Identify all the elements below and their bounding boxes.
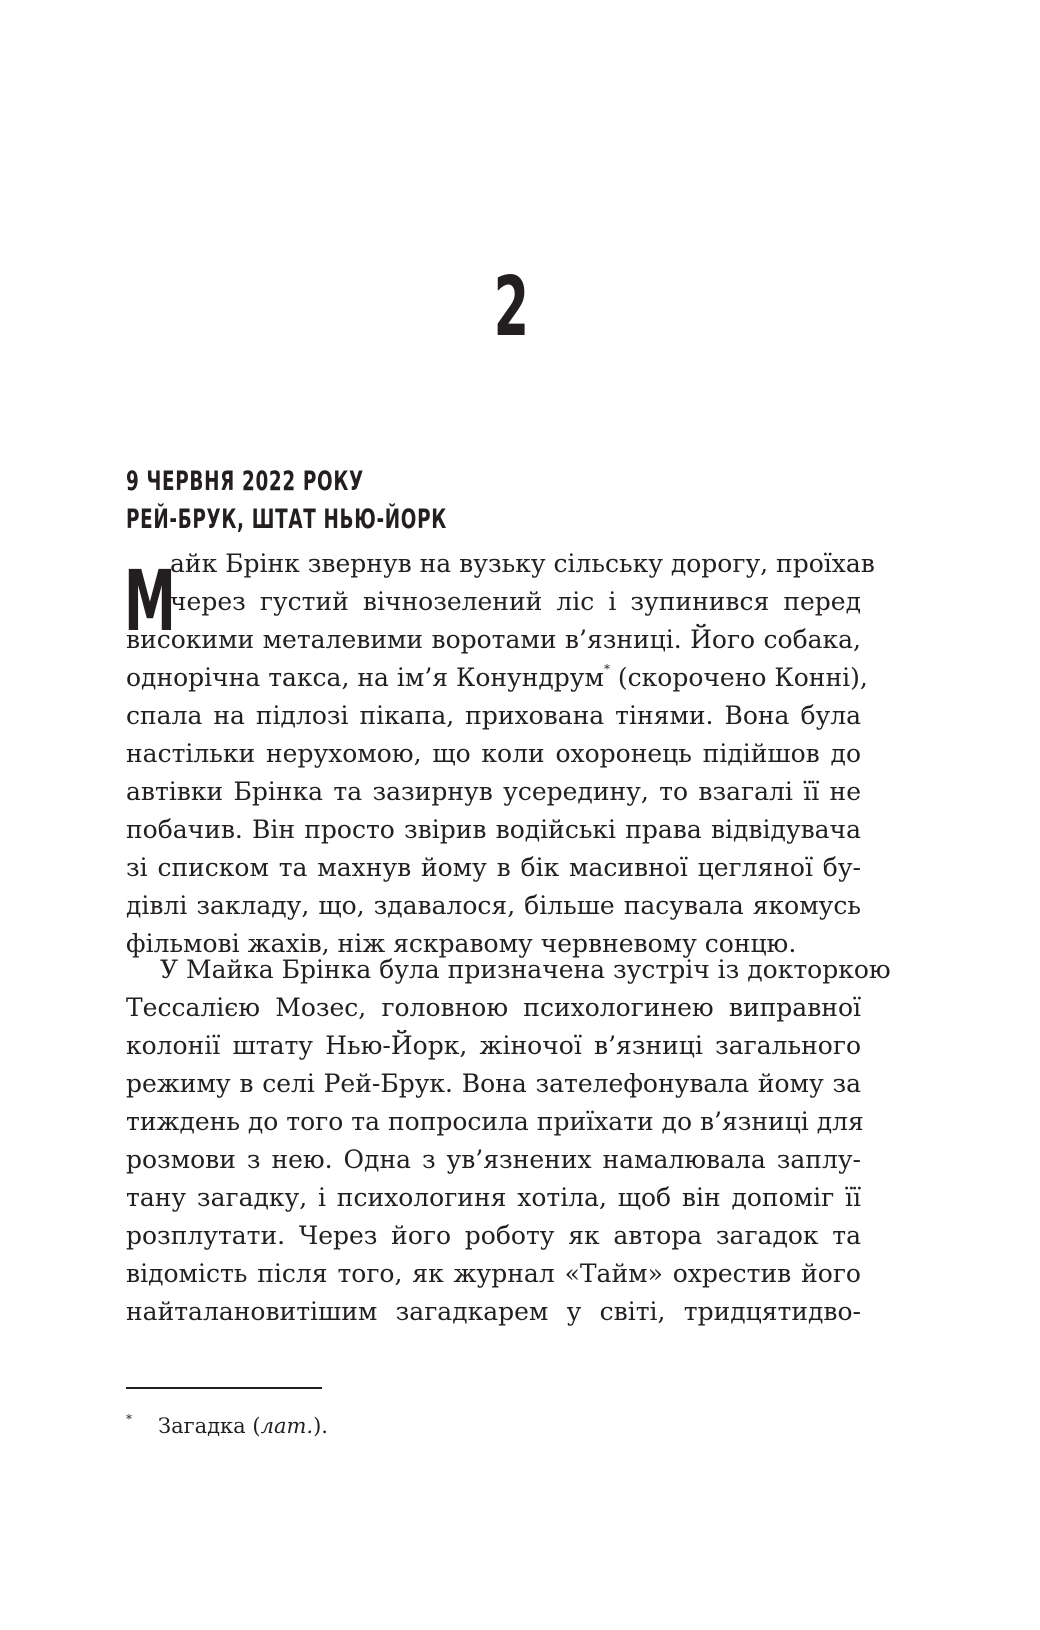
- text-line: спала на підлозі пікапа, прихована тінями. Вона була: [126, 701, 861, 730]
- text-line: фільмові жахів, ніж яскравому червневому сонцю.: [126, 929, 797, 958]
- paragraph-2: [126, 951, 891, 1331]
- text-line: зі списком та махнув йому в бік масивної цегляної бу-: [126, 853, 861, 882]
- chapter-number: 2: [493, 260, 529, 355]
- text-line: тану загадку, і психологиня хотіла, щоб він допоміг її: [126, 1183, 861, 1212]
- footnote-text: Загадка (: [158, 1414, 261, 1438]
- text-line: Тессалією Мозес, головною психологинею виправної: [126, 993, 861, 1022]
- text-line-part: (скорочено Конні),: [617, 663, 868, 692]
- text-line: через густий вічнозелений ліс і зупинився перед: [170, 587, 861, 616]
- text-line: найталановитішим загадкарем у світі, тридцятидво-: [126, 1297, 861, 1326]
- drop-cap: М: [124, 552, 176, 650]
- text-line: розмови з нею. Одна з ув’язнених намалювала заплу-: [126, 1145, 861, 1174]
- heading-place: РЕЙ-БРУК, ШТАТ НЬЮ-ЙОРК: [126, 504, 447, 535]
- footnote-divider: [126, 1387, 322, 1389]
- footnote-text-italic: лат.: [260, 1414, 314, 1438]
- heading-date: 9 ЧЕРВНЯ 2022 РОКУ: [126, 466, 364, 497]
- text-line: тиждень до того та попросила приїхати до в’язниці для: [126, 1107, 864, 1136]
- text-line: настільки нерухомою, що коли охоронець підійшов до: [126, 739, 861, 768]
- footnote: * Загадка (лат.).: [126, 1412, 328, 1438]
- footnote-reference: *: [603, 662, 610, 676]
- text-line: автівки Брінка та зазирнув усередину, то взагалі її не: [126, 777, 861, 806]
- text-line: айк Брінк звернув на вузьку сільську дорогу, проїхав: [170, 549, 875, 578]
- text-line: режиму в селі Рей-Брук. Вона зателефонувала йому за: [126, 1069, 861, 1098]
- text-line-part: однорічна такса, на ім’я Конундрум: [126, 663, 604, 692]
- text-line: дівлі закладу, що, здавалося, більше пасувала якомусь: [126, 891, 861, 920]
- footnote-text-end: ).: [313, 1414, 328, 1438]
- text-line: відомість після того, як журнал «Тайм» охрестив його: [126, 1259, 861, 1288]
- text-line: У Майка Брінка була призначена зустріч із докторкою: [160, 955, 891, 984]
- text-line: побачив. Він просто звірив водійські права відвідувача: [126, 815, 861, 844]
- text-line: розплутати. Через його роботу як автора загадок та: [126, 1221, 861, 1250]
- text-line: колонії штату Нью-Йорк, жіночої в’язниці загального: [126, 1031, 861, 1060]
- paragraph-1: [126, 545, 875, 963]
- text-line: [126, 659, 868, 697]
- text-line: високими металевими воротами в’язниці. Його собака,: [126, 625, 861, 654]
